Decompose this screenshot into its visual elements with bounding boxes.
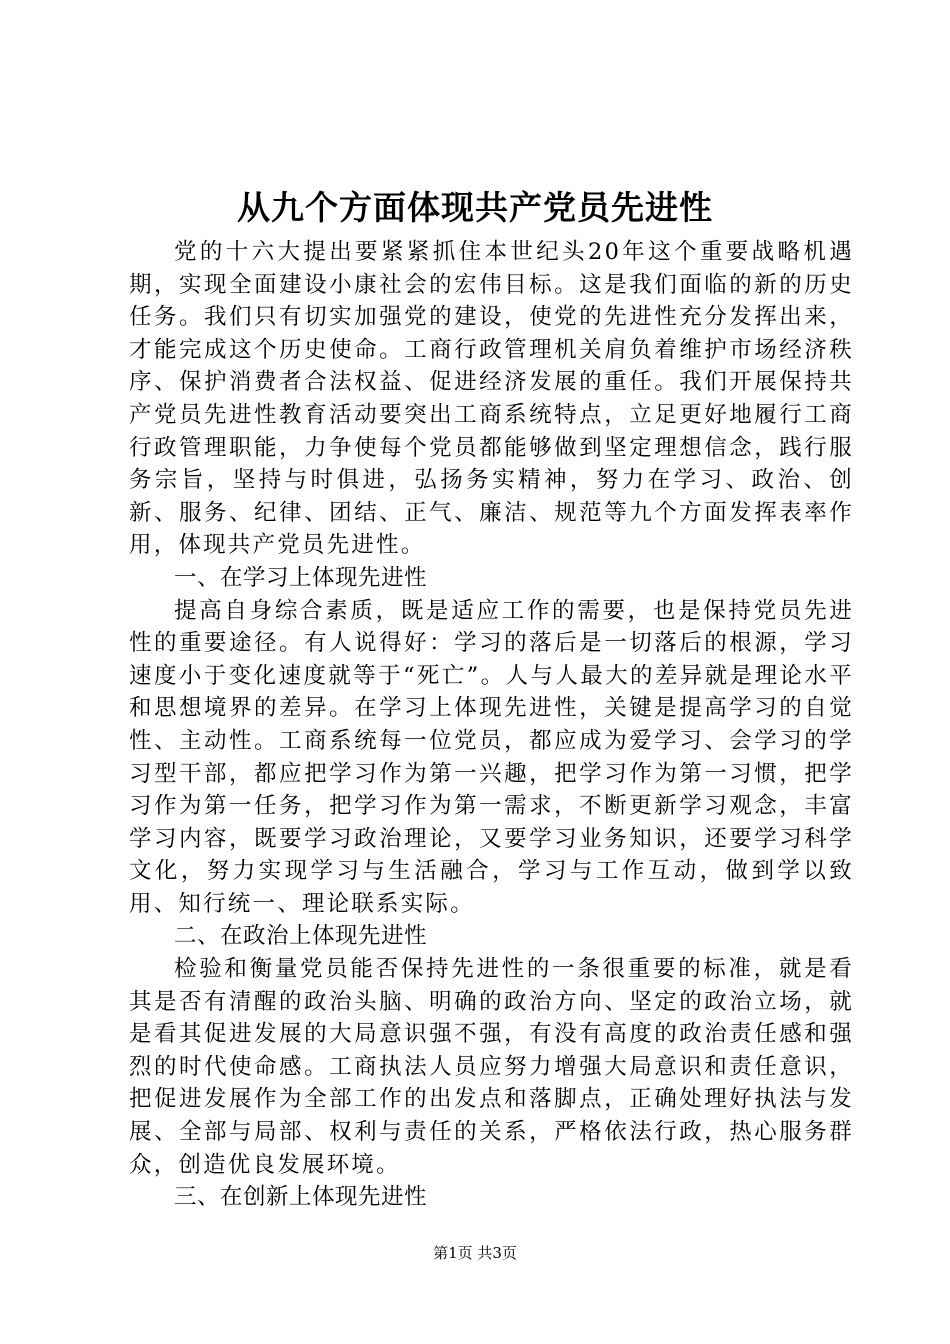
section-paragraph-politics: 检验和衡量党员能否保持先进性的一条很重要的标准，就是看其是否有清醒的政治头脑、明确的政治方向、坚定的政治立场，就是看其促进发展的大局意识强不强，有没有高度的政治责任感和强烈的时代使命感。工商执法人员应努力增强大局意识和责任意识，把促进发展作为全部工作的出发点和落脚点，正确处理好执法与发展、全部与局部、权利与责任的关系，严格依法行政，热心服务群众，创造优良发展环境。 (129, 956, 854, 1178)
intro-paragraph: 党的十六大提出要紧紧抓住本世纪头20年这个重要战略机遇期，实现全面建设小康社会的宏伟目标。这是我们面临的新的历史任务。我们只有切实加强党的建设，使党的先进性充分发挥出来，才能完成这个历史使命。工商行政管理机关肩负着维护市场经济秩序、保护消费者合法权益、促进经济发展的重任。我们开展保持共产党员先进性教育活动要突出工商系统特点，立足更好地履行工商行政管理职能，力争使每个党员都能够做到坚定理想信念，践行服务宗旨，坚持与时俱进，弘扬务实精神，努力在学习、政治、创新、服务、纪律、团结、正气、廉洁、规范等九个方面发挥表率作用，体现共产党员先进性。 (129, 239, 854, 559)
document-title: 从九个方面体现共产党员先进性 (237, 188, 713, 227)
page-indicator: 第1页 共3页 (433, 1244, 517, 1262)
section-heading-innovation: 三、在创新上体现先进性 (174, 1184, 428, 1211)
section-heading-study: 一、在学习上体现先进性 (174, 564, 428, 591)
section-heading-politics: 二、在政治上体现先进性 (174, 923, 428, 950)
document-body (129, 236, 854, 1214)
section-paragraph-study: 提高自身综合素质，既是适应工作的需要，也是保持党员先进性的重要途径。有人说得好：学习的落后是一切落后的根源，学习速度小于变化速度就等于“死亡”。人与人最大的差异就是理论水平和思想境界的差异。在学习上体现先进性，关键是提高学习的自觉性、主动性。工商系统每一位党员，都应成为爱学习、会学习的学习型干部，都应把学习作为第一兴趣，把学习作为第一习惯，把学习作为第一任务，把学习作为第一需求，不断更新学习观念，丰富学习内容，既要学习政治理论，又要学习业务知识，还要学习科学文化，努力实现学习与生活融合，学习与工作互动，做到学以致用、知行统一、理论联系实际。 (129, 597, 854, 917)
